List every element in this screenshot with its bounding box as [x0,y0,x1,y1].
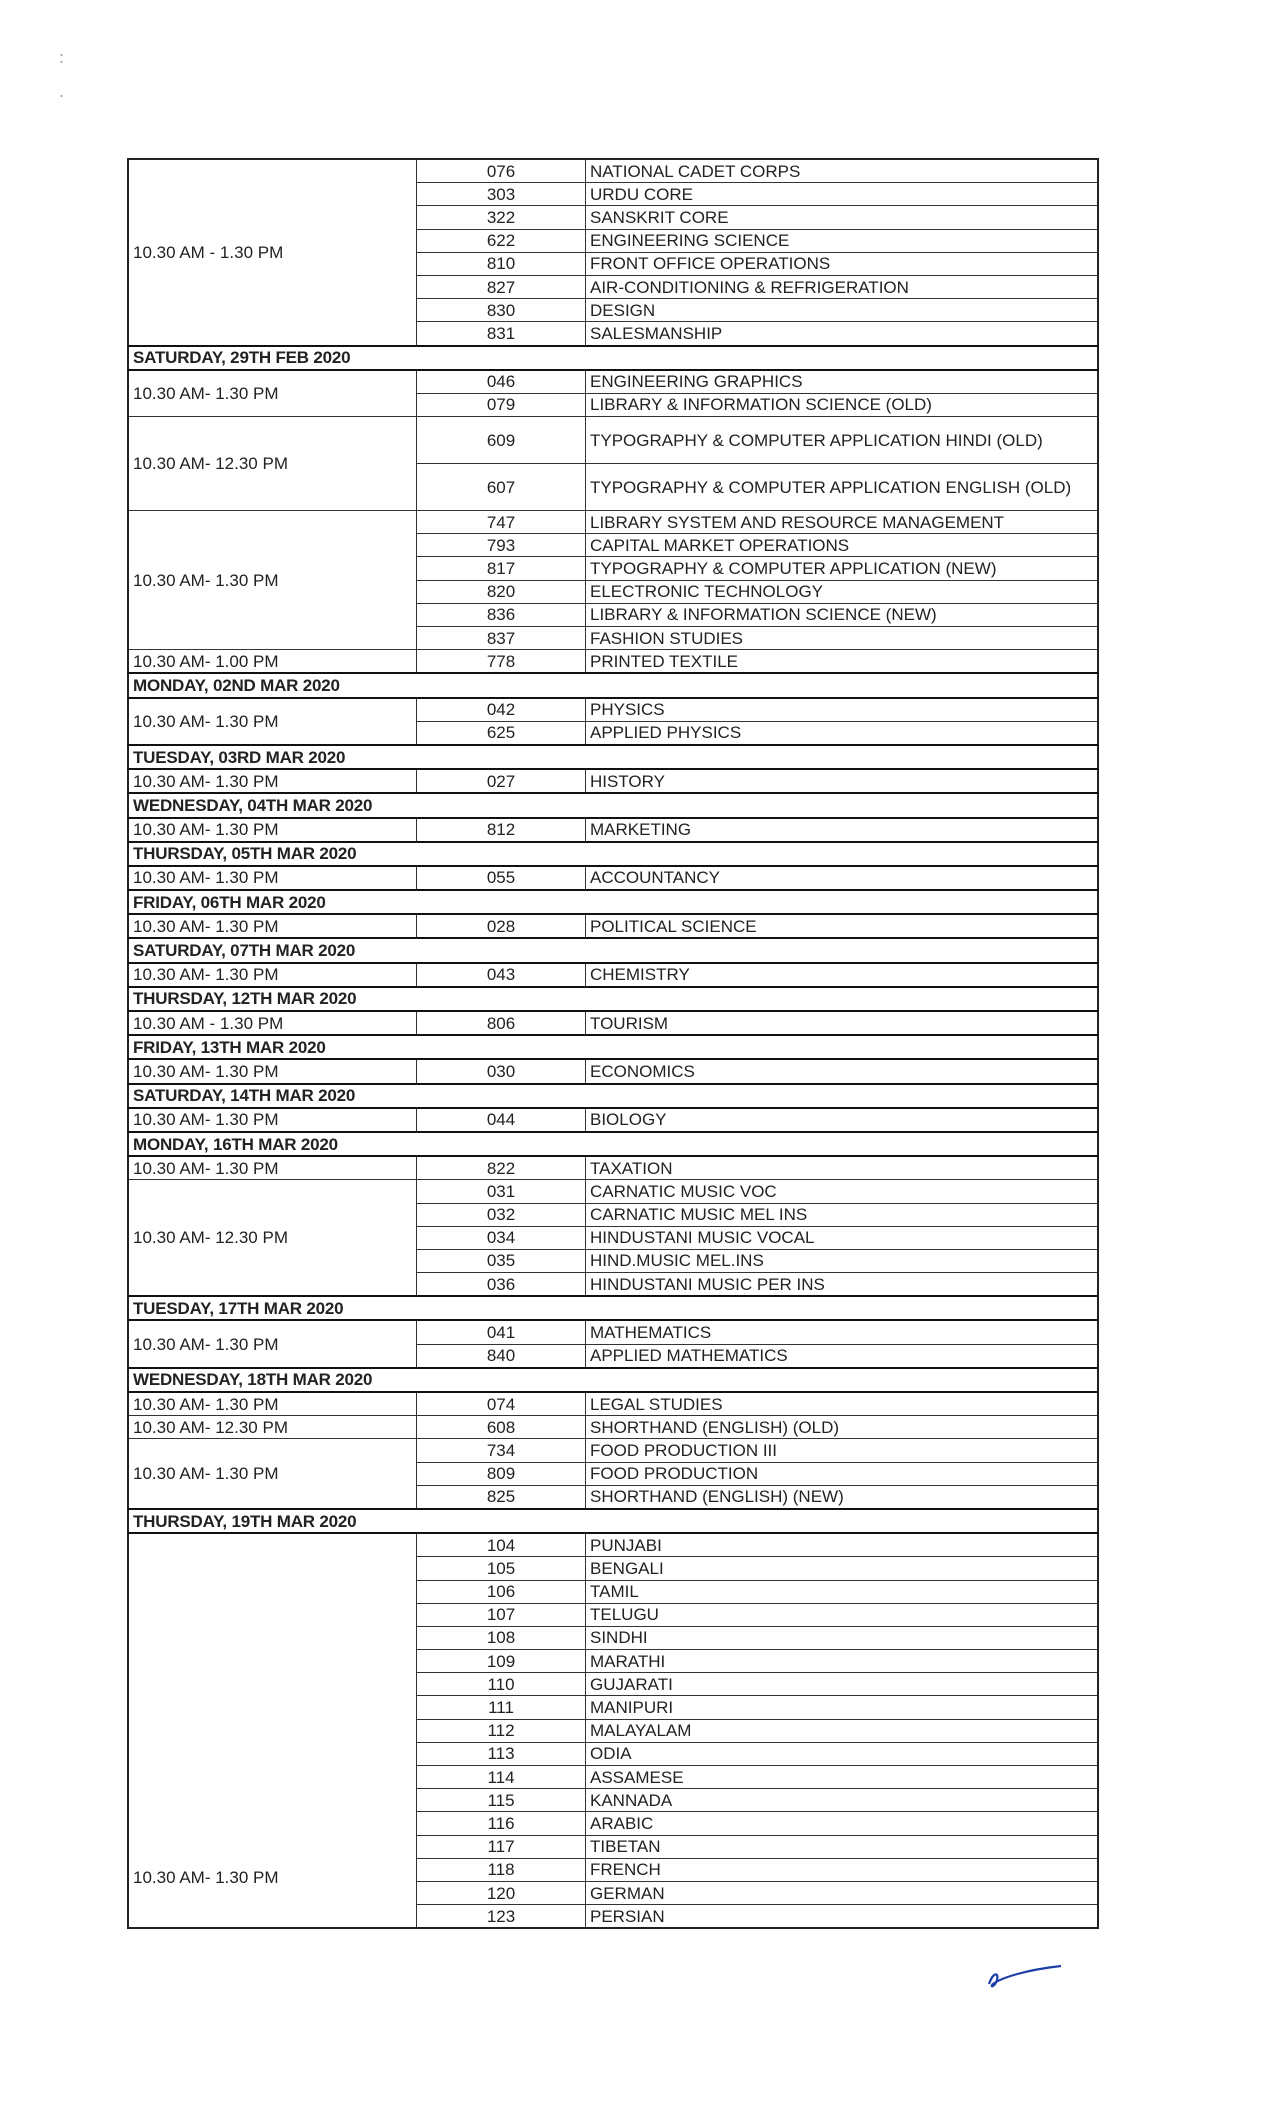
subject-name: ELECTRONIC TECHNOLOGY [586,580,1099,603]
subject-name: LEGAL STUDIES [586,1392,1099,1416]
subject-name: PRINTED TEXTILE [586,650,1099,674]
time-slot: 10.30 AM - 1.30 PM [128,1011,417,1035]
subject-name: TAMIL [586,1580,1099,1603]
subject-code: 027 [417,769,586,793]
table-row [128,1392,1098,1416]
subject-name: HIND.MUSIC MEL.INS [586,1249,1099,1272]
date-heading: TUESDAY, 17TH MAR 2020 [128,1296,1098,1320]
date-header-row [128,745,1098,769]
subject-code: 806 [417,1011,586,1035]
date-header-row [128,842,1098,866]
date-header-row [128,987,1098,1011]
table-row [128,1320,1098,1344]
date-heading: SATURDAY, 07TH MAR 2020 [128,938,1098,962]
subject-code: 322 [417,206,586,229]
subject-name: FOOD PRODUCTION III [586,1439,1099,1462]
table-row [128,914,1098,938]
subject-code: 036 [417,1273,586,1297]
table-row [128,1059,1098,1083]
subject-name: DESIGN [586,299,1099,322]
date-header-row [128,1368,1098,1392]
date-header-row [128,793,1098,817]
subject-name: NATIONAL CADET CORPS [586,159,1099,183]
subject-code: 608 [417,1416,586,1439]
time-slot: 10.30 AM- 12.30 PM [128,1180,417,1296]
table-row [128,370,1098,394]
time-slot: 10.30 AM- 1.30 PM [128,1320,417,1367]
subject-code: 105 [417,1557,586,1580]
subject-code: 123 [417,1905,586,1929]
subject-code: 043 [417,963,586,987]
subject-name: URDU CORE [586,183,1099,206]
subject-code: 030 [417,1059,586,1083]
subject-name: CAPITAL MARKET OPERATIONS [586,534,1099,557]
subject-name: TYPOGRAPHY & COMPUTER APPLICATION HINDI (OLD) [586,417,1099,464]
subject-name: APPLIED MATHEMATICS [586,1344,1099,1368]
signature-mark [985,1962,1065,1992]
subject-name: HINDUSTANI MUSIC PER INS [586,1273,1099,1297]
table-row [128,1180,1098,1203]
time-slot: 10.30 AM- 1.30 PM [128,1392,417,1416]
subject-name: MANIPURI [586,1696,1099,1719]
subject-name: CARNATIC MUSIC VOC [586,1180,1099,1203]
subject-code: 812 [417,818,586,842]
subject-code: 114 [417,1766,586,1789]
subject-name: SHORTHAND (ENGLISH) (OLD) [586,1416,1099,1439]
subject-name: SANSKRIT CORE [586,206,1099,229]
subject-name: TOURISM [586,1011,1099,1035]
subject-code: 116 [417,1812,586,1835]
subject-code: 622 [417,229,586,252]
subject-code: 836 [417,603,586,626]
subject-code: 115 [417,1789,586,1812]
subject-code: 734 [417,1439,586,1462]
date-heading: SATURDAY, 29TH FEB 2020 [128,346,1098,370]
date-header-row [128,1084,1098,1108]
date-heading: MONDAY, 16TH MAR 2020 [128,1132,1098,1156]
subject-name: MALAYALAM [586,1719,1099,1742]
time-slot: 10.30 AM- 1.30 PM [128,1533,417,1928]
subject-name: GUJARATI [586,1673,1099,1696]
table-row [128,159,1098,183]
subject-code: 830 [417,299,586,322]
subject-name: KANNADA [586,1789,1099,1812]
subject-name: ECONOMICS [586,1059,1099,1083]
date-header-row [128,938,1098,962]
table-row [128,1416,1098,1439]
subject-code: 110 [417,1673,586,1696]
date-heading: FRIDAY, 13TH MAR 2020 [128,1035,1098,1059]
subject-name: AIR-CONDITIONING & REFRIGERATION [586,275,1099,298]
table-row [128,866,1098,890]
time-slot: 10.30 AM- 1.30 PM [128,1156,417,1180]
subject-code: 106 [417,1580,586,1603]
time-slot: 10.30 AM- 1.30 PM [128,370,417,417]
subject-code: 118 [417,1858,586,1881]
table-row [128,963,1098,987]
subject-code: 042 [417,698,586,722]
time-slot: 10.30 AM- 1.30 PM [128,698,417,745]
subject-code: 041 [417,1320,586,1344]
table-row [128,650,1098,674]
subject-name: GERMAN [586,1881,1099,1904]
date-heading: WEDNESDAY, 18TH MAR 2020 [128,1368,1098,1392]
subject-code: 840 [417,1344,586,1368]
table-row [128,1011,1098,1035]
subject-code: 044 [417,1108,586,1132]
subject-code: 074 [417,1392,586,1416]
subject-code: 778 [417,650,586,674]
subject-code: 825 [417,1485,586,1509]
subject-name: HISTORY [586,769,1099,793]
subject-name: BENGALI [586,1557,1099,1580]
subject-name: LIBRARY SYSTEM AND RESOURCE MANAGEMENT [586,511,1099,534]
subject-code: 109 [417,1650,586,1673]
subject-name: TIBETAN [586,1835,1099,1858]
subject-code: 055 [417,866,586,890]
time-slot: 10.30 AM- 1.30 PM [128,818,417,842]
date-header-row [128,673,1098,697]
subject-code: 031 [417,1180,586,1203]
time-slot: 10.30 AM- 1.30 PM [128,963,417,987]
time-slot: 10.30 AM - 1.30 PM [128,159,417,346]
subject-name: PHYSICS [586,698,1099,722]
time-slot: 10.30 AM- 1.30 PM [128,1439,417,1509]
subject-code: 747 [417,511,586,534]
table-row [128,511,1098,534]
date-heading: THURSDAY, 05TH MAR 2020 [128,842,1098,866]
subject-code: 079 [417,393,586,416]
subject-code: 303 [417,183,586,206]
subject-name: FRENCH [586,1858,1099,1881]
subject-code: 809 [417,1462,586,1485]
subject-code: 034 [417,1226,586,1249]
time-slot: 10.30 AM- 1.30 PM [128,769,417,793]
subject-name: ENGINEERING GRAPHICS [586,370,1099,394]
subject-code: 831 [417,322,586,346]
table-row [128,1156,1098,1180]
subject-name: PUNJABI [586,1533,1099,1557]
date-header-row [128,890,1098,914]
subject-code: 113 [417,1742,586,1765]
subject-code: 607 [417,464,586,511]
subject-code: 032 [417,1203,586,1226]
subject-name: TYPOGRAPHY & COMPUTER APPLICATION ENGLISH (OLD) [586,464,1099,511]
table-row [128,818,1098,842]
subject-name: MARATHI [586,1650,1099,1673]
subject-code: 120 [417,1881,586,1904]
subject-code: 117 [417,1835,586,1858]
table-row [128,1108,1098,1132]
subject-name: FASHION STUDIES [586,627,1099,650]
subject-code: 104 [417,1533,586,1557]
subject-code: 112 [417,1719,586,1742]
time-slot: 10.30 AM- 1.30 PM [128,914,417,938]
subject-name: BIOLOGY [586,1108,1099,1132]
time-slot: 10.30 AM- 12.30 PM [128,1416,417,1439]
table-row [128,417,1098,464]
subject-code: 625 [417,721,586,745]
table-row [128,1439,1098,1462]
subject-name: APPLIED PHYSICS [586,721,1099,745]
date-heading: THURSDAY, 19TH MAR 2020 [128,1509,1098,1533]
subject-code: 810 [417,252,586,275]
subject-code: 107 [417,1603,586,1626]
subject-name: ARABIC [586,1812,1099,1835]
table-row [128,769,1098,793]
subject-name: PERSIAN [586,1905,1099,1929]
subject-name: ASSAMESE [586,1766,1099,1789]
subject-code: 111 [417,1696,586,1719]
subject-name: SHORTHAND (ENGLISH) (NEW) [586,1485,1099,1509]
subject-name: SALESMANSHIP [586,322,1099,346]
subject-name: CHEMISTRY [586,963,1099,987]
subject-code: 046 [417,370,586,394]
date-heading: THURSDAY, 12TH MAR 2020 [128,987,1098,1011]
subject-name: LIBRARY & INFORMATION SCIENCE (OLD) [586,393,1099,416]
subject-name: MARKETING [586,818,1099,842]
subject-name: FOOD PRODUCTION [586,1462,1099,1485]
subject-code: 837 [417,627,586,650]
subject-code: 820 [417,580,586,603]
time-slot: 10.30 AM- 1.30 PM [128,1108,417,1132]
date-header-row [128,1132,1098,1156]
date-header-row [128,1296,1098,1320]
time-slot: 10.30 AM- 1.30 PM [128,1059,417,1083]
date-header-row [128,1509,1098,1533]
subject-name: HINDUSTANI MUSIC VOCAL [586,1226,1099,1249]
subject-name: ODIA [586,1742,1099,1765]
date-heading: WEDNESDAY, 04TH MAR 2020 [128,793,1098,817]
time-slot: 10.30 AM- 12.30 PM [128,417,417,511]
subject-code: 609 [417,417,586,464]
subject-name: ACCOUNTANCY [586,866,1099,890]
subject-name: CARNATIC MUSIC MEL INS [586,1203,1099,1226]
subject-code: 028 [417,914,586,938]
subject-name: LIBRARY & INFORMATION SCIENCE (NEW) [586,603,1099,626]
subject-code: 793 [417,534,586,557]
date-header-row [128,346,1098,370]
subject-name: POLITICAL SCIENCE [586,914,1099,938]
subject-code: 822 [417,1156,586,1180]
subject-name: SINDHI [586,1626,1099,1649]
subject-name: MATHEMATICS [586,1320,1099,1344]
date-heading: FRIDAY, 06TH MAR 2020 [128,890,1098,914]
time-slot: 10.30 AM- 1.30 PM [128,511,417,650]
scan-marks [60,50,63,110]
date-heading: SATURDAY, 14TH MAR 2020 [128,1084,1098,1108]
time-slot: 10.30 AM- 1.00 PM [128,650,417,674]
date-header-row [128,1035,1098,1059]
date-heading: MONDAY, 02ND MAR 2020 [128,673,1098,697]
subject-name: FRONT OFFICE OPERATIONS [586,252,1099,275]
table-row [128,698,1098,722]
subject-name: ENGINEERING SCIENCE [586,229,1099,252]
table-row [128,1533,1098,1557]
subject-code: 817 [417,557,586,580]
date-heading: TUESDAY, 03RD MAR 2020 [128,745,1098,769]
subject-code: 035 [417,1249,586,1272]
exam-schedule-table [127,158,1099,1929]
subject-name: TAXATION [586,1156,1099,1180]
time-slot: 10.30 AM- 1.30 PM [128,866,417,890]
subject-code: 076 [417,159,586,183]
subject-code: 827 [417,275,586,298]
subject-code: 108 [417,1626,586,1649]
subject-name: TELUGU [586,1603,1099,1626]
subject-name: TYPOGRAPHY & COMPUTER APPLICATION (NEW) [586,557,1099,580]
